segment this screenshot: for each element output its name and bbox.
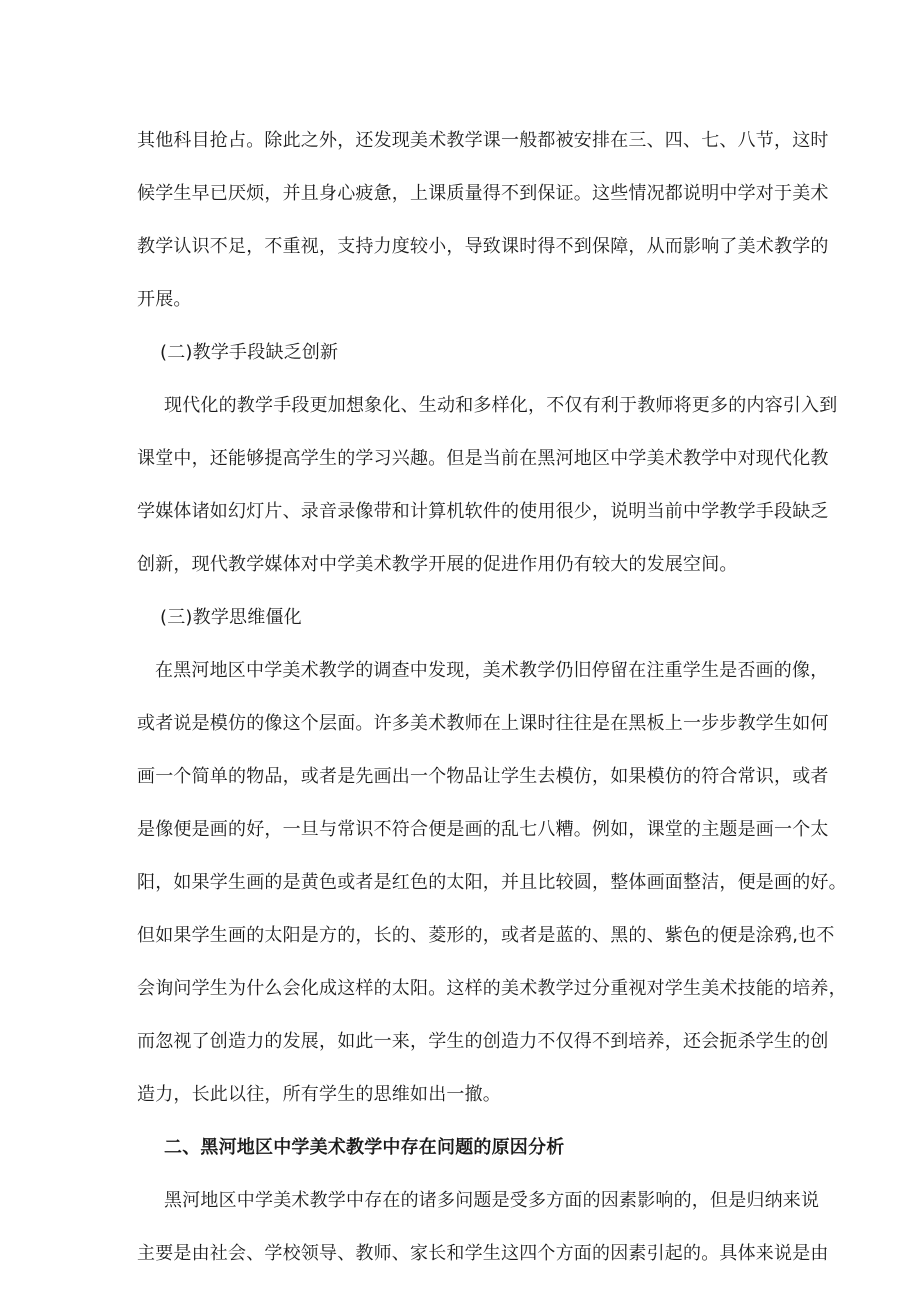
paragraph-line: 阳，如果学生画的是黄色或者是红色的太阳，并且比较圆，整体画面整洁，便是画的好。: [137, 872, 847, 893]
paragraph-line: 创新，现代教学媒体对中学美术教学开展的促进作用仍有较大的发展空间。: [137, 554, 738, 575]
paragraph-line: 在黑河地区中学美术教学的调查中发现，美术教学仍旧停留在注重学生是否画的像，: [155, 660, 829, 681]
paragraph-line: 教学认识不足，不重视，支持力度较小，导致课时得不到保障，从而影响了美术教学的: [137, 236, 829, 257]
paragraph-line: 或者说是模仿的像这个层面。许多美术教师在上课时往往是在黑板上一步步教学生如何: [137, 713, 829, 734]
paragraph-line: 黑河地区中学美术教学中存在的诸多问题是受多方面的因素影响的，但是归纳来说: [164, 1190, 820, 1211]
paragraph-line: 但如果学生画的太阳是方的，长的、菱形的，或者是蓝的、黑的、紫色的便是涂鸦,也不: [137, 925, 835, 946]
paragraph-line: 是像便是画的好，一旦与常识不符合便是画的乱七八糟。例如，课堂的主题是画一个太: [137, 819, 829, 840]
paragraph-line: 画一个简单的物品，或者是先画出一个物品让学生去模仿，如果模仿的符合常识，或者: [137, 766, 829, 787]
paragraph-line: 其他科目抢占。除此之外，还发现美术教学课一般都被安排在三、四、七、八节，这时: [137, 130, 829, 151]
chapter-heading: 二、黑河地区中学美术教学中存在问题的原因分析: [164, 1137, 565, 1158]
paragraph-line: 学媒体诸如幻灯片、录音录像带和计算机软件的使用很少，说明当前中学教学手段缺乏: [137, 501, 829, 522]
paragraph-line: 现代化的教学手段更加想象化、生动和多样化，不仅有利于教师将更多的内容引入到: [164, 395, 838, 416]
paragraph-line: 候学生早已厌烦，并且身心疲惫，上课质量得不到保证。这些情况都说明中学对于美术: [137, 183, 829, 204]
section-heading: (三)教学思维僵化: [160, 607, 302, 628]
paragraph-line: 课堂中，还能够提高学生的学习兴趣。但是当前在黑河地区中学美术教学中对现代化教: [137, 448, 829, 469]
paragraph-line: 开展。: [137, 289, 192, 310]
paragraph-line: 而忽视了创造力的发展，如此一来，学生的创造力不仅得不到培养，还会扼杀学生的创: [137, 1031, 829, 1052]
paragraph-line: 会询问学生为什么会化成这样的太阳。这样的美术教学过分重视对学生美术技能的培养，: [137, 978, 847, 999]
paragraph-line: 造力，长此以往，所有学生的思维如出一撤。: [137, 1084, 501, 1105]
section-heading: (二)教学手段缺乏创新: [160, 342, 339, 363]
paragraph-line: 主要是由社会、学校领导、教师、家长和学生这四个方面的因素引起的。具体来说是由: [137, 1243, 829, 1264]
